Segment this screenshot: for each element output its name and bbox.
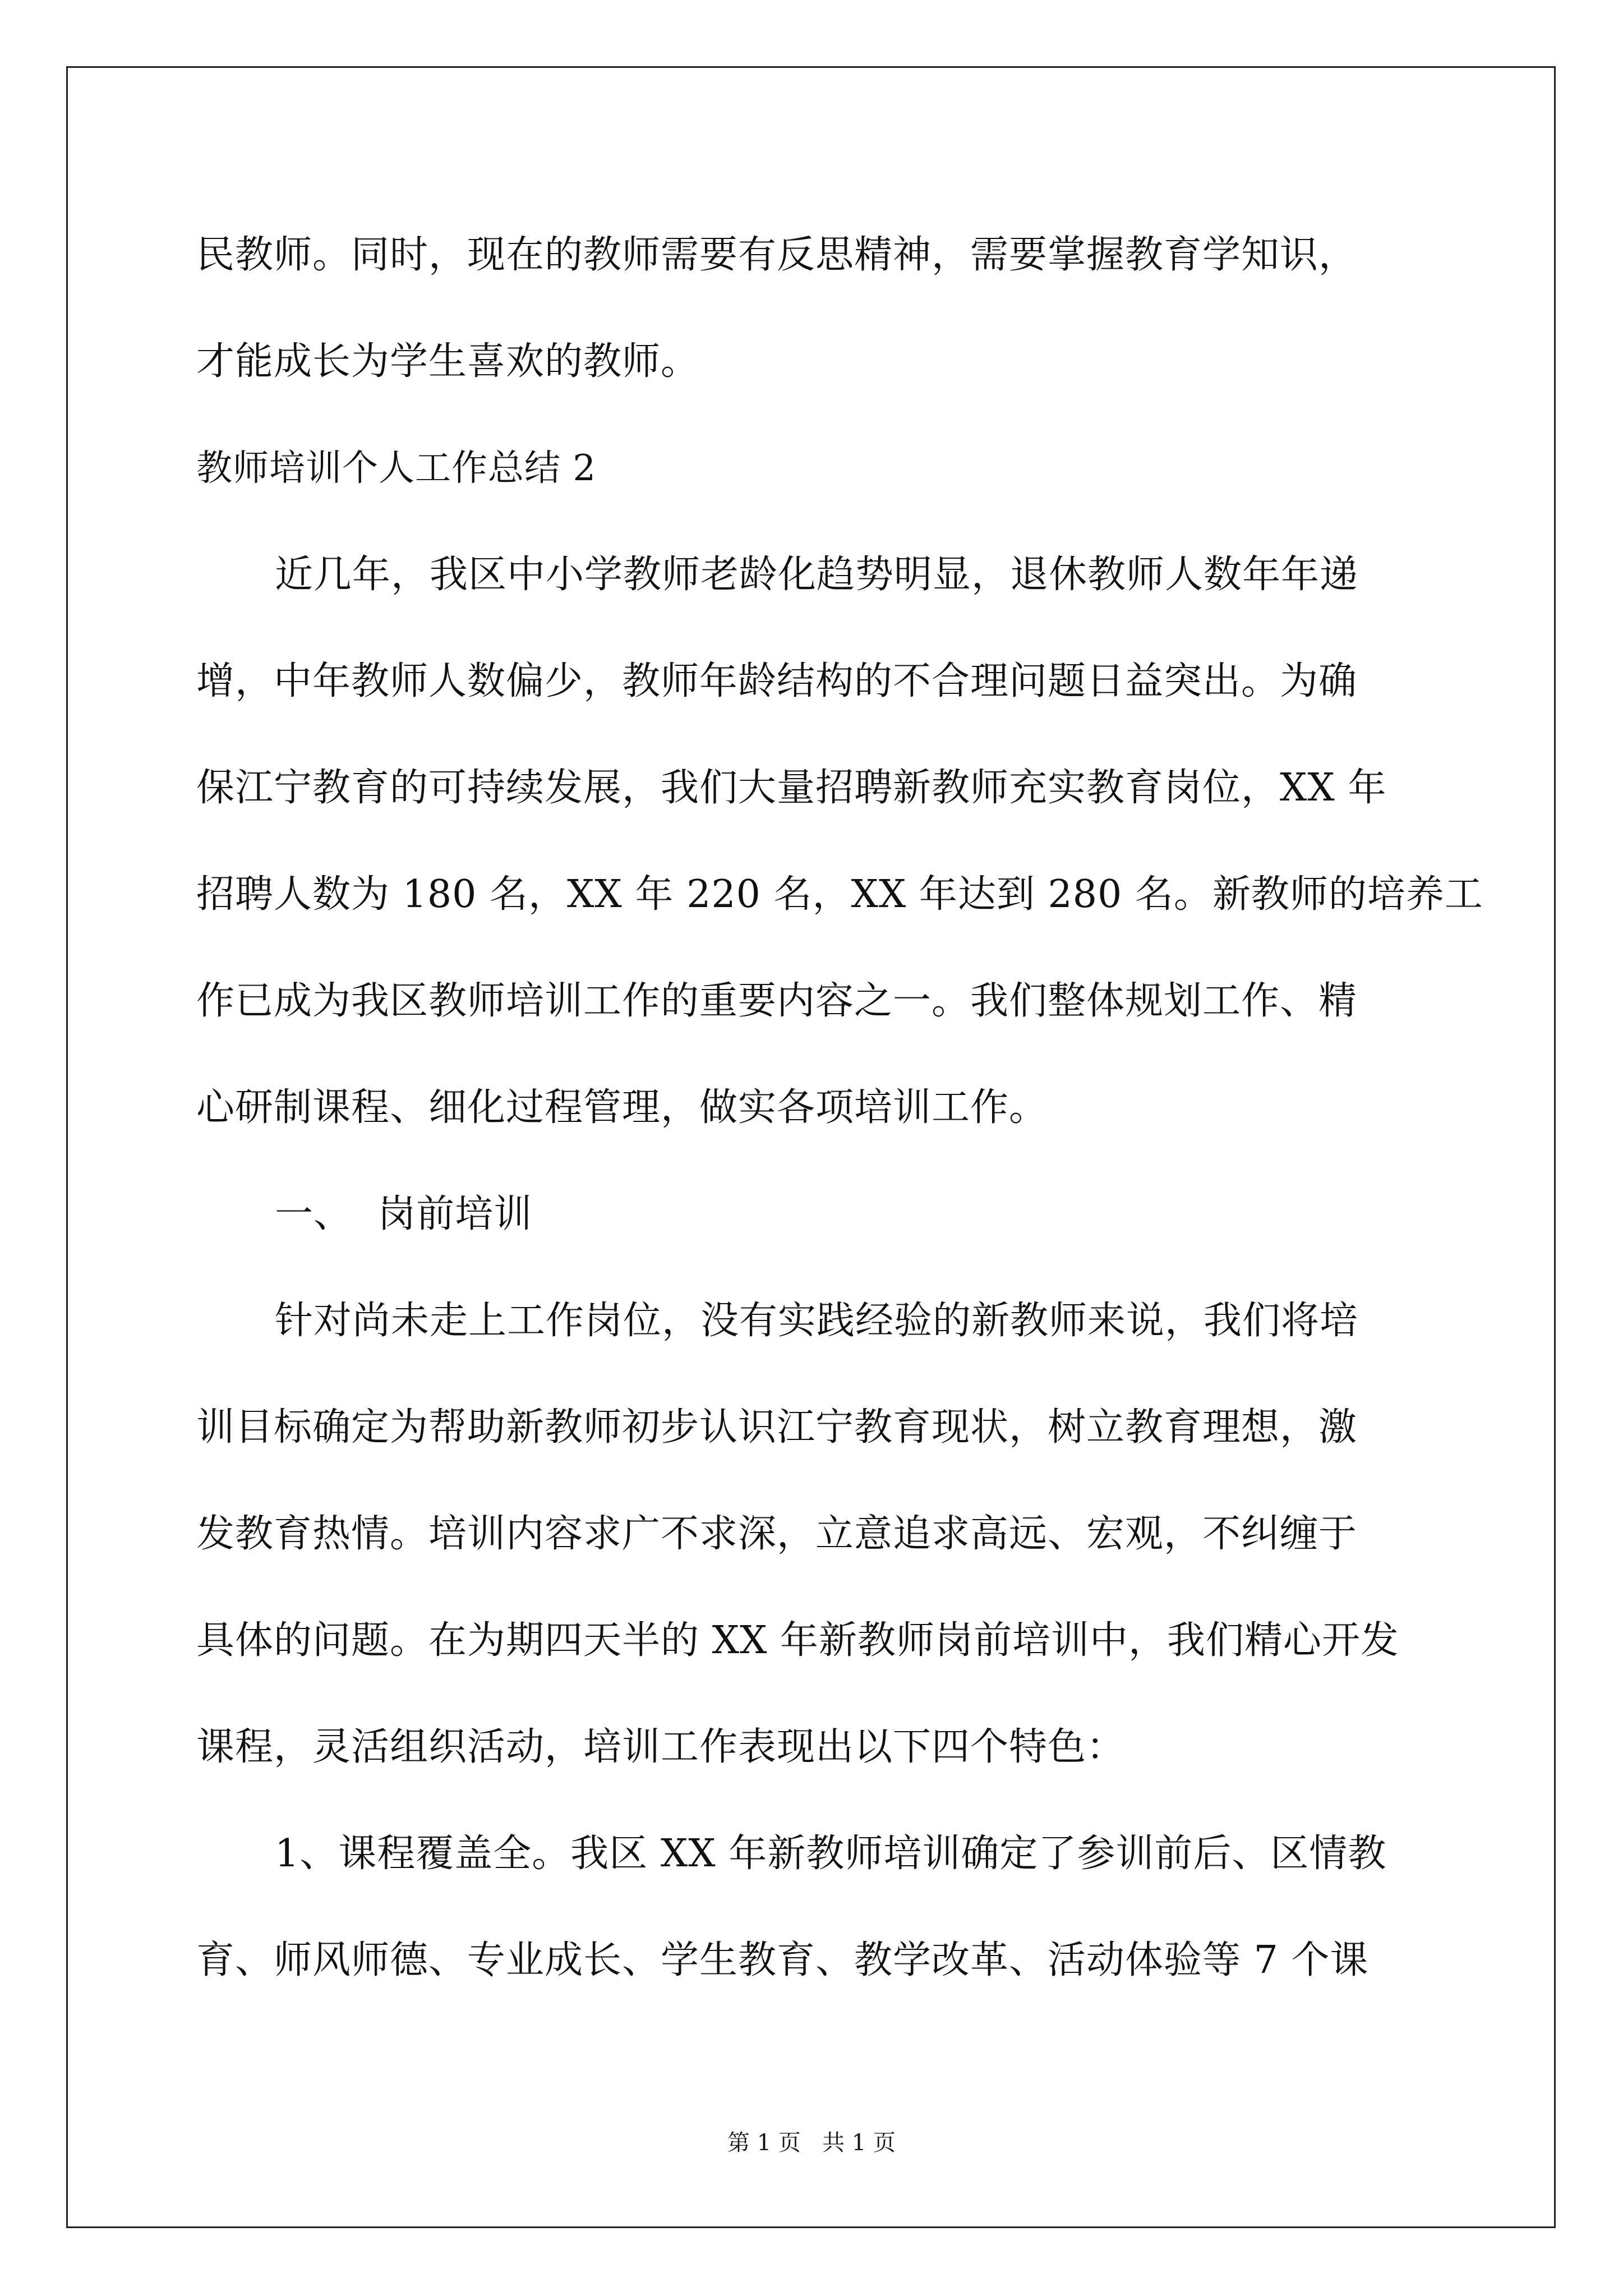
paragraph-1-line-2: 才能成长为学生喜欢的教师。 [196,339,700,384]
paragraph-2-line-5: 作已成为我区教师培训工作的重要内容之一。我们整体规划工作、精 [196,979,1358,1023]
paragraph-4-line-2: 育、师风师德、专业成长、学生教育、教学改革、活动体验等 7 个课 [196,1938,1369,1982]
document-body [196,202,1483,2014]
paragraph-2-line-1: 近几年，我区中小学教师老龄化趋势明显，退休教师人数年年递 [275,553,1359,597]
paragraph-3-line-4: 具体的问题。在为期四天半的 XX 年新教师岗前培训中，我们精心开发 [196,1618,1400,1663]
paragraph-1-line-1: 民教师。同时，现在的教师需要有反思精神，需要掌握教育学知识， [196,233,1358,277]
paragraph-3-line-5: 课程，灵活组织活动，培训工作表现出以下四个特色： [196,1725,1126,1769]
paragraph-2-line-2: 增，中年教师人数偏少，教师年龄结构的不合理问题日益突出。为确 [196,659,1358,703]
section-title: 教师培训个人工作总结 2 [196,448,597,489]
paragraph-2-line-4: 招聘人数为 180 名，XX 年 220 名，XX 年达到 280 名。新教师的培养工 [196,872,1483,917]
paragraph-3-line-1: 针对尚未走上工作岗位，没有实践经验的新教师来说，我们将培 [275,1299,1359,1343]
page-number-label: 第 1 页 共 1 页 [727,2130,896,2156]
paragraph-2-line-6: 心研制课程、细化过程管理，做实各项培训工作。 [196,1085,1048,1130]
paragraph-2-line-3: 保江宁教育的可持续发展，我们大量招聘新教师充实教育岗位，XX 年 [196,766,1387,810]
paragraph-3-line-3: 发教育热情。培训内容求广不求深，立意追求高远、宏观，不纠缠于 [196,1512,1358,1556]
page-footer [0,2129,1623,2157]
paragraph-3-line-2: 训目标确定为帮助新教师初步认识江宁教育现状，树立教育理想，激 [196,1405,1358,1450]
paragraph-4-line-1: 1、课程覆盖全。我区 XX 年新教师培训确定了参训前后、区情教 [275,1832,1387,1876]
subheading: 一、 岗前培训 [275,1192,533,1236]
